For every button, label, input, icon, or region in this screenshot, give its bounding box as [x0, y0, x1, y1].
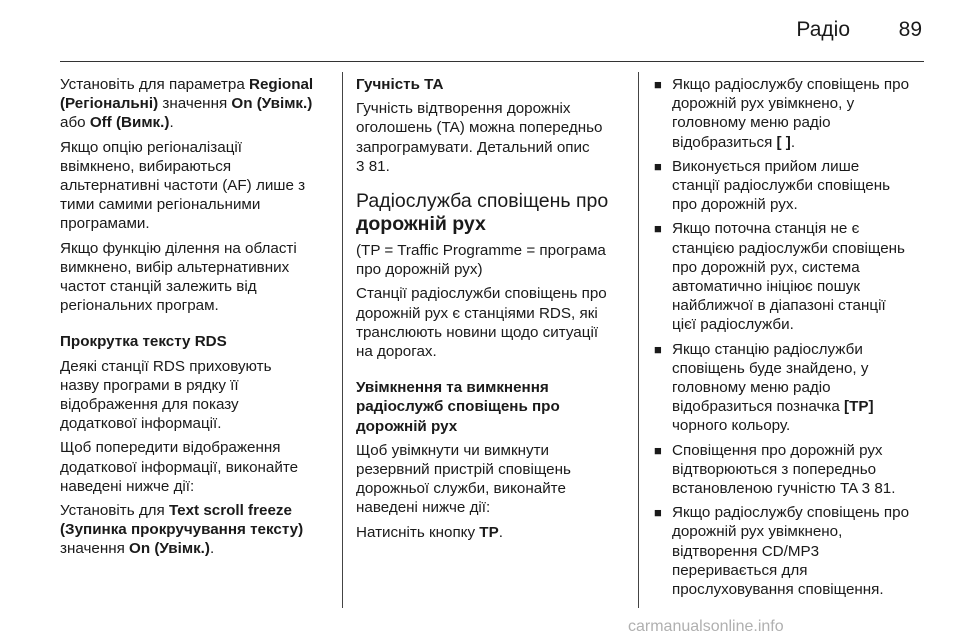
- column-1: [60, 75, 332, 564]
- bullet-icon: ■: [654, 221, 662, 237]
- reference-arrow-icon: 3: [356, 157, 365, 175]
- paragraph-ta-volume: Гучність відтворення дорожніх оголошень (TA) можна попередньо запрограмувати. Детальний опис 3 81.: [356, 100, 603, 175]
- bullet-list: [652, 75, 942, 599]
- paragraph-regionalization-on: Якщо опцію регіоналізації ввімкнено, вибираються альтернативні частоти (AF) лише з тими самими регіональними програмами.: [60, 138, 306, 233]
- column-divider-1: [342, 72, 343, 608]
- page-number: 89: [898, 18, 922, 41]
- heading-traffic-service: Радіослужба сповіщень про дорожній рух: [356, 190, 609, 236]
- paragraph-tp-toggle: Щоб увімкнути чи вимкнути резервний пристрій сповіщень дорожньої служби, виконайте наведені нижче дії:: [356, 441, 571, 517]
- list-item: ■ Якщо радіослужбу сповіщень про дорожній рух увімкнено, відтворення CD/MP3 переривається для прослуховування сповіщення.: [654, 504, 910, 599]
- bullet-icon: ■: [654, 442, 662, 458]
- watermark: carmanualsonline.info: [628, 618, 784, 635]
- page-title: Радіо: [796, 18, 850, 41]
- list-item: ■ Виконується прийом лише станції радіослужби сповіщень про дорожній рух.: [654, 157, 891, 214]
- paragraph-tp-definition: (TP = Traffic Programme = програма про дорожній рух): [356, 242, 606, 279]
- bullet-icon: ■: [654, 505, 662, 521]
- heading-ta-volume: Гучність ТА: [356, 76, 444, 93]
- bullet-icon: ■: [654, 158, 662, 174]
- list-item: ■ Сповіщення про дорожній рух відтворюються з попередньо встановленою гучністю TA 3 81.: [654, 441, 896, 498]
- header-divider: [60, 61, 924, 62]
- list-item: ■ Якщо поточна станція не є станцією радіослужби сповіщень про дорожній рух, система автоматично ініціює пошук найближчої в діапазоні станції цієї радіослужби.: [654, 220, 905, 334]
- list-item: ■ Якщо радіослужбу сповіщень про дорожній рух увімкнено, у головному меню радіо відобразиться [ ].: [654, 76, 910, 151]
- column-divider-2: [638, 72, 639, 608]
- paragraph-scroll-freeze: Установіть для Text scroll freeze (Зупинка прокручування тексту) значення On (Увімк.).: [60, 502, 304, 558]
- list-item: ■ Якщо станцію радіослужби сповіщень буде знайдено, у головному меню радіо відобразиться позначка [TP] чорного кольору.: [654, 340, 874, 435]
- paragraph-press-tp: Натисніть кнопку TP.: [356, 523, 503, 541]
- bullet-icon: ■: [654, 341, 662, 357]
- paragraph-regionalization-off: Якщо функцію ділення на області вимкнено, вибір альтернативних частот станцій залежить від регіональних програм.: [60, 239, 297, 315]
- reference-arrow-icon: 3: [861, 480, 871, 498]
- heading-rds-scroll: Прокрутка тексту RDS: [60, 333, 227, 351]
- column-3: [652, 75, 942, 604]
- paragraph-tp-stations: Станції радіослужби сповіщень про дорожній рух є станціями RDS, які транслюють новини щодо ситуації на дорогах.: [356, 285, 607, 361]
- column-2: [356, 75, 630, 547]
- paragraph-rds-hide: Деякі станції RDS приховують назву програми в рядку її відображення для показу додаткової інформації.: [60, 357, 272, 433]
- paragraph-regional: Установіть для параметра Regional (Регіональні) значення On (Увімк.) або Off (Вимк.).: [60, 76, 314, 132]
- paragraph-prevent-display: Щоб попередити відображення додаткової інформації, виконайте наведені нижче дії:: [60, 439, 299, 495]
- heading-tp-onoff: Увімкнення та вимкнення радіослужб сповіщень про дорожній рух: [356, 379, 560, 435]
- bullet-icon: ■: [654, 77, 662, 92]
